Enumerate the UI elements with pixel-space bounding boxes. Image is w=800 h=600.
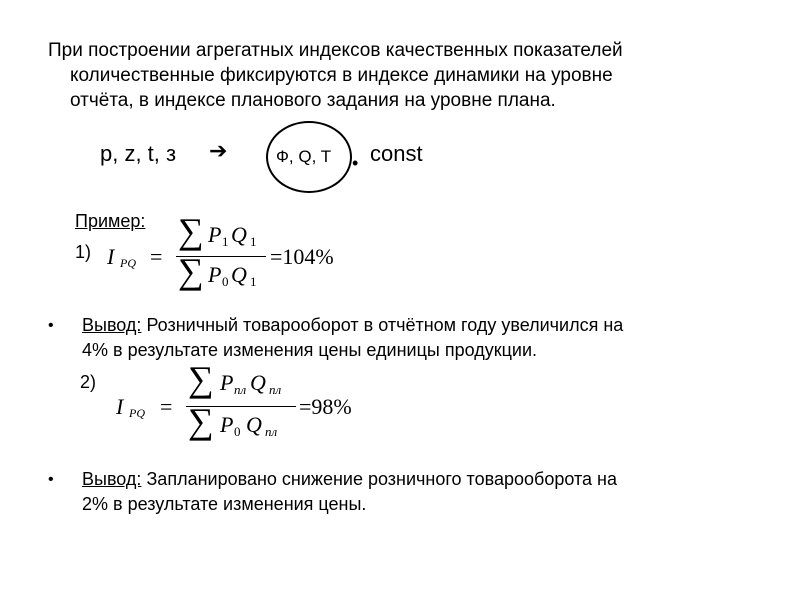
formula-2-num-Q-sub: пл	[269, 382, 282, 397]
quantity-variables: Ф, Q, T	[276, 147, 332, 166]
conclusion-1-text-1: Розничный товарооборот в отчётном году увеличился на	[141, 315, 624, 335]
conclusion-1-label: Вывод:	[82, 315, 142, 335]
intro-line-2: количественные фиксируются в индексе динамики на уровне	[70, 65, 613, 86]
formula-2-num-P: P	[220, 370, 234, 395]
formula-2-den-P: P	[220, 412, 234, 437]
formula-1-num-Q: Q	[231, 222, 247, 247]
formula-2-I: I	[116, 394, 124, 419]
formula-2-den-sum-icon: ∑	[188, 401, 214, 441]
formula-2-den-Q-sub: пл	[265, 424, 278, 439]
intro-line-3: отчёта, в индексе планового задания на уровне плана.	[70, 90, 556, 111]
formula-2-num-P-sub: пл	[234, 382, 247, 397]
example-item-1-label: 1)	[75, 242, 92, 262]
formula-1-equals: =	[150, 244, 163, 269]
formula-2	[106, 359, 386, 447]
example-item-2-label: 2)	[80, 372, 97, 392]
conclusion-2-bullet: •	[48, 471, 54, 488]
formula-1-num-P: P	[208, 222, 222, 247]
formula-2-num-sum-icon: ∑	[188, 359, 214, 399]
intro-line-1: При построении агрегатных индексов качественных показателей	[48, 40, 623, 61]
formula-2-result: =98%	[299, 394, 352, 419]
conclusion-2	[82, 467, 782, 517]
formula-1-den-P: P	[208, 262, 222, 287]
formula-1-num-Q-sub: 1	[250, 234, 257, 249]
formula-1-num-sum-icon: ∑	[178, 211, 204, 251]
formula-1-I: I	[107, 244, 115, 269]
const-label: const	[370, 141, 423, 166]
conclusion-1-text-2: 4% в результате изменения цены единицы продукции.	[82, 340, 538, 360]
formula-1-den-Q: Q	[231, 262, 247, 287]
formula-2-equals: =	[160, 394, 173, 419]
formula-1	[100, 211, 370, 294]
formula-1-den-Q-sub: 1	[250, 274, 257, 289]
arrow-icon: ➔	[209, 138, 228, 163]
formula-1-result: =104%	[270, 244, 334, 269]
formula-2-I-subscript: PQ	[129, 406, 145, 420]
conclusion-2-text-2: 2% в результате изменения цены.	[82, 494, 367, 514]
formula-2-num-Q: Q	[250, 370, 266, 395]
formula-2-den-P-sub: 0	[234, 424, 241, 439]
conclusion-1-bullet: •	[48, 317, 54, 334]
formula-1-num-P-sub: 1	[222, 234, 229, 249]
formula-2-den-Q: Q	[246, 412, 262, 437]
conclusion-1	[82, 313, 782, 363]
example-label: Пример:	[75, 211, 146, 231]
formula-1-I-subscript: PQ	[120, 256, 136, 270]
quality-variables: p, z, t, з	[100, 141, 177, 166]
conclusion-2-label: Вывод:	[82, 469, 142, 489]
conclusion-2-text-1: Запланировано снижение розничного товарооборота на	[141, 469, 617, 489]
formula-1-den-sum-icon: ∑	[178, 251, 204, 291]
formula-1-den-P-sub: 0	[222, 274, 229, 289]
dot-marker: •	[352, 153, 359, 173]
intro-paragraph	[48, 38, 748, 113]
